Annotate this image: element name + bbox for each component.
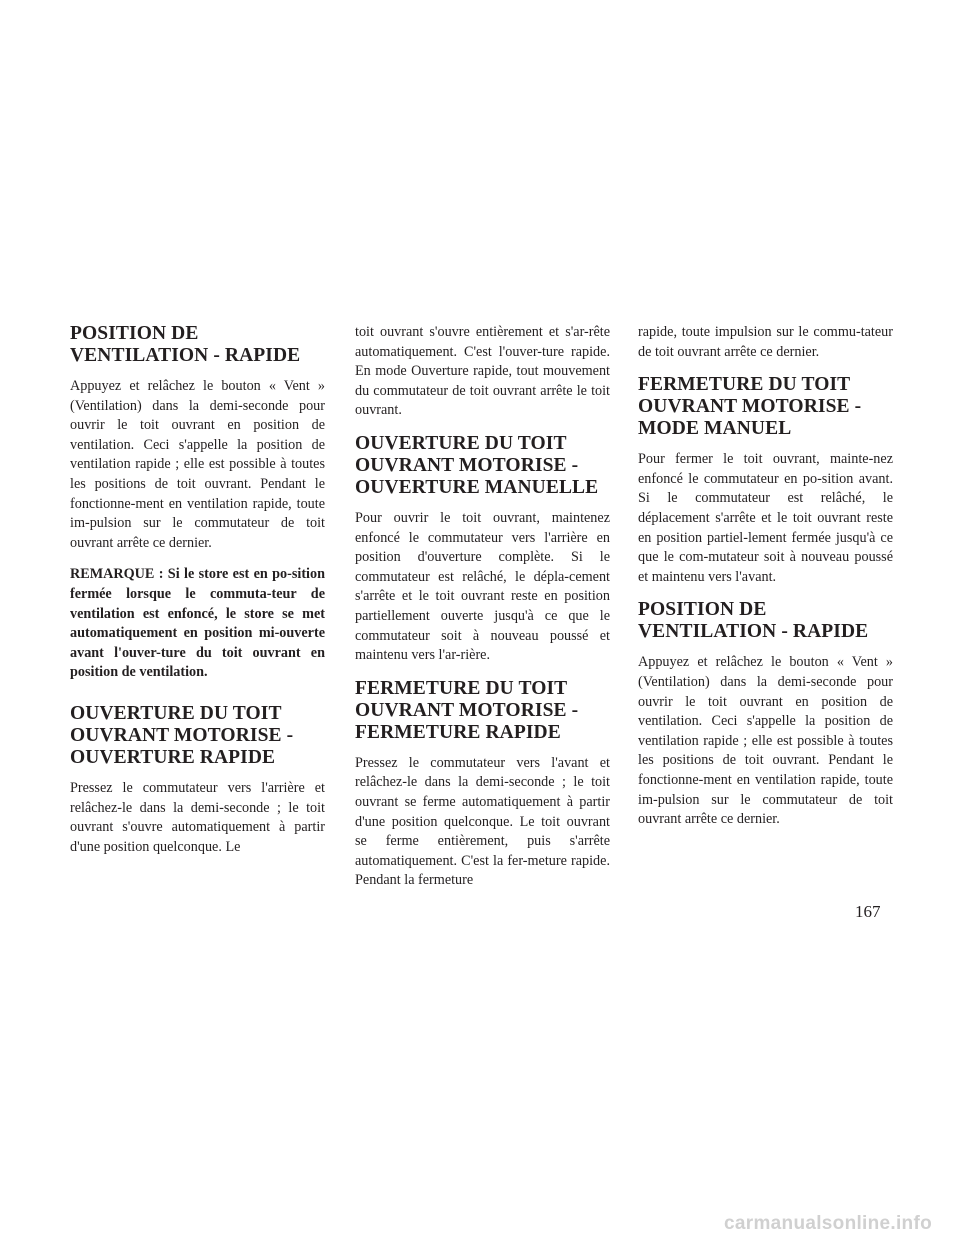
note-remarque: REMARQUE : Si le store est en po-sition fermée lorsque le commuta-teur de ventilation est enfoncé, le store se met automatiquement en position mi-ouverte avant l'ouver-ture du toit ouvrant en position de ventilation. xyxy=(70,566,325,681)
page-number: 167 xyxy=(855,902,881,921)
column-3 xyxy=(638,323,893,842)
section-heading-mode-manuel: FERMETURE DU TOIT OUVRANT MOTORISE - MODE MANUEL xyxy=(638,374,862,440)
paragraph-fermeture-rapide-cont: rapide, toute impulsion sur le commu-tateur de toit ouvrant arrête ce dernier. xyxy=(638,324,893,360)
paragraph-ouverture-rapide-cont: toit ouvrant s'ouvre entièrement et s'ar-rête automatiquement. C'est l'ouver-ture rapide. En mode Ouverture rapide, tout mouvement du commutateur de toit ouvrant arrête le toit ouvrant. xyxy=(355,324,610,419)
paragraph-fermeture-rapide: Pressez le commutateur vers l'avant et relâchez-le dans la demi-seconde ; le toit ouvrant se ferme automatiquement à partir d'une position quelconque. Le toit ouvrant se ferme entièrement, puis s'arrête automatiquement. C'est la fer-meture rapide. Pendant la fermeture xyxy=(355,754,610,889)
section-heading-position-ventilation-2: POSITION DE VENTILATION - RAPIDE xyxy=(638,599,869,643)
column-1 xyxy=(70,323,325,869)
paragraph-mode-manuel: Pour fermer le toit ouvrant, mainte-nez enfoncé le commutateur en po-sition avant. Si le commutateur est relâché, le déplacement s'arrête et le toit ouvrant reste en position partiel-lement fermée jusqu'à ce que le com-mutateur soit à nouveau poussé et maintenu vers l'avant. xyxy=(638,451,893,585)
section-heading-ouverture-manuelle: OUVERTURE DU TOIT OUVRANT MOTORISE - OUVERTURE MANUELLE xyxy=(355,432,599,498)
paragraph-ventilation-rapide: Appuyez et relâchez le bouton « Vent » (Ventilation) dans la demi-seconde pour ouvrir le toit ouvrant en position de ventilation. Ceci s'appelle la position de ventilation rapide ; elle est possible à toutes les positions de toit ouvrant. Pendant le fonctionne-ment en ventilation rapide, toute im-pulsion sur le commutateur de toit ouvrant arrête ce dernier. xyxy=(70,378,325,551)
section-heading-ouverture-rapide: OUVERTURE DU TOIT OUVRANT MOTORISE - OUVERTURE RAPIDE xyxy=(70,702,294,768)
column-2 xyxy=(355,323,610,903)
paragraph-ventilation-rapide-2: Appuyez et relâchez le bouton « Vent » (Ventilation) dans la demi-seconde pour ouvrir le toit ouvrant en position de ventilation. Ceci s'appelle la position de ventilation rapide ; elle est possible à toutes les positions de toit ouvrant. Pendant le fonctionne-ment en ventilation rapide, toute im-pulsion sur le commutateur de toit ouvrant arrête ce dernier. xyxy=(638,654,893,828)
section-heading-position-ventilation: POSITION DE VENTILATION - RAPIDE xyxy=(70,323,301,366)
watermark: carmanualsonline.info xyxy=(724,1213,932,1234)
section-heading-fermeture-rapide: FERMETURE DU TOIT OUVRANT MOTORISE - FERMETURE RAPIDE xyxy=(355,677,579,743)
paragraph-ouverture-manuelle: Pour ouvrir le toit ouvrant, maintenez enfoncé le commutateur vers l'arrière en position d'ouverture complète. Si le commutateur est relâché, le dépla-cement s'arrête et le toit ouvrant reste en position partiellement ouverte jusqu'à ce que le commutateur soit à nouveau poussé et maintenu vers l'ar-rière. xyxy=(355,509,610,664)
paragraph-ouverture-rapide: Pressez le commutateur vers l'arrière et relâchez-le dans la demi-seconde ; le toit ouvrant s'ouvre automatiquement à partir d'une position quelconque. Le xyxy=(70,779,325,855)
